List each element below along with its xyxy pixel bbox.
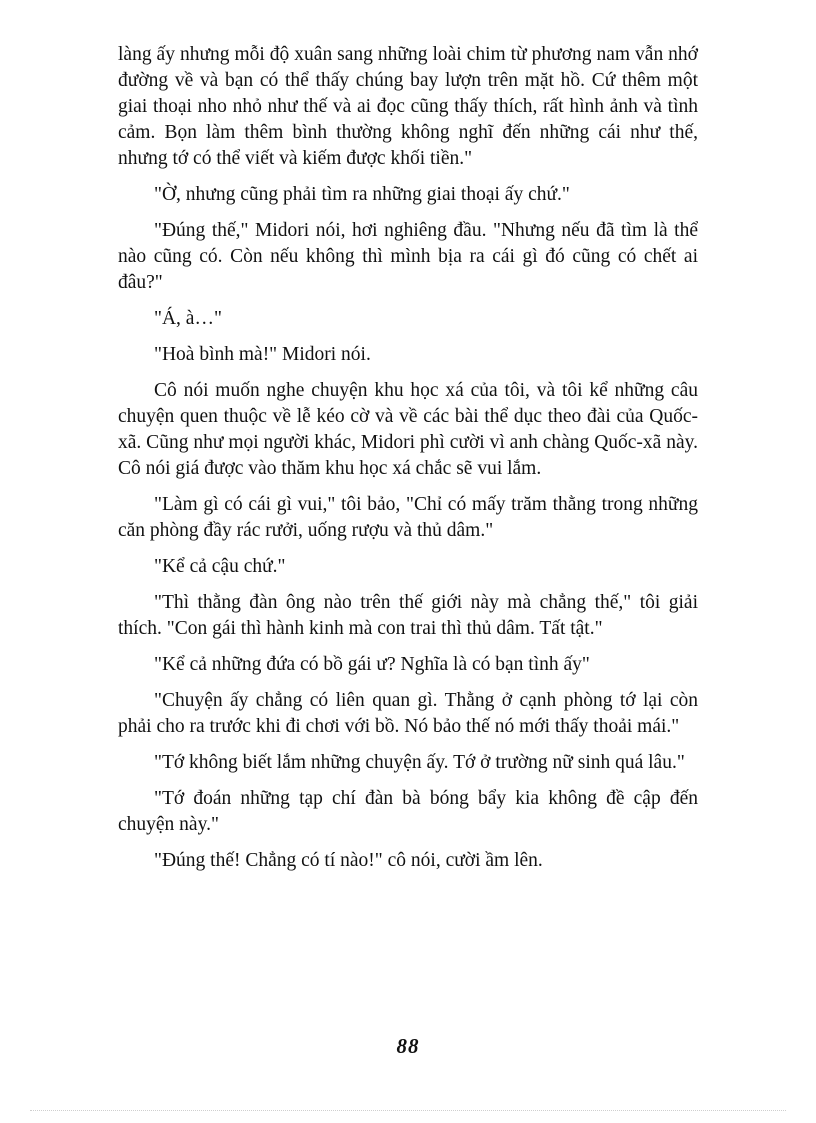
paragraph-8: "Kể cả cậu chứ."	[154, 556, 286, 577]
paragraph-11: "Chuyện ấy chẳng có liên quan gì. Thằng ở cạnh phòng tớ lại còn phải cho ra trước khi đi chơi với bồ. Nó bảo thế nó mới thấy thoải mái."	[118, 690, 698, 737]
paragraph-14: "Đúng thế! Chẳng có tí nào!" cô nói, cười ầm lên.	[154, 850, 543, 871]
paragraph-13: "Tớ đoán những tạp chí đàn bà bóng bẩy kia không đề cập đến chuyện này."	[118, 788, 698, 835]
paragraph-12: "Tớ không biết lắm những chuyện ấy. Tớ ở trường nữ sinh quá lâu."	[154, 752, 685, 773]
paragraph-4: "Á, à…"	[154, 308, 222, 329]
page-bottom-divider	[30, 1110, 786, 1111]
paragraph-7: "Làm gì có cái gì vui," tôi bảo, "Chỉ có mấy trăm thằng trong những căn phòng đầy rác rưởi, uống rượu và thủ dâm."	[118, 494, 698, 541]
paragraph-9: "Thì thằng đàn ông nào trên thế giới này mà chẳng thế," tôi giải thích. "Con gái thì hành kinh mà con trai thì thủ dâm. Tất tật."	[118, 592, 698, 639]
paragraph-3: "Đúng thế," Midori nói, hơi nghiêng đầu. "Nhưng nếu đã tìm là thể nào cũng có. Còn nếu không thì mình bịa ra cái gì đó cũng có chết ai đâu?"	[118, 220, 698, 293]
paragraph-2: "Ờ, nhưng cũng phải tìm ra những giai thoại ấy chứ."	[154, 184, 570, 205]
page-number: 88	[396, 1034, 420, 1058]
paragraph-6: Cô nói muốn nghe chuyện khu học xá của tôi, và tôi kể những câu chuyện quen thuộc về lễ kéo cờ và về các bài thể dục theo đài của Quốc-xã. Cũng như mọi người khác, Midori phì cười vì anh chàng Quốc-xã này. Cô nói giá được vào thăm khu học xá chắc sẽ vui lắm.	[118, 380, 698, 479]
paragraph-5: "Hoà bình mà!" Midori nói.	[154, 344, 371, 365]
paragraph-10: "Kể cả những đứa có bồ gái ư? Nghĩa là có bạn tình ấy"	[154, 654, 590, 675]
page-body	[118, 42, 698, 884]
paragraph-1: làng ấy nhưng mỗi độ xuân sang những loài chim từ phương nam vẫn nhớ đường về và bạn có thể thấy chúng bay lượn trên mặt hồ. Cứ thêm một giai thoại nho nhỏ như thế và ai đọc cũng thấy thích, rất hình ảnh và tình cảm. Bọn làm thêm bình thường không nghĩ đến những cái như thế, nhưng tớ có thể viết và kiếm được khối tiền."	[118, 44, 698, 169]
